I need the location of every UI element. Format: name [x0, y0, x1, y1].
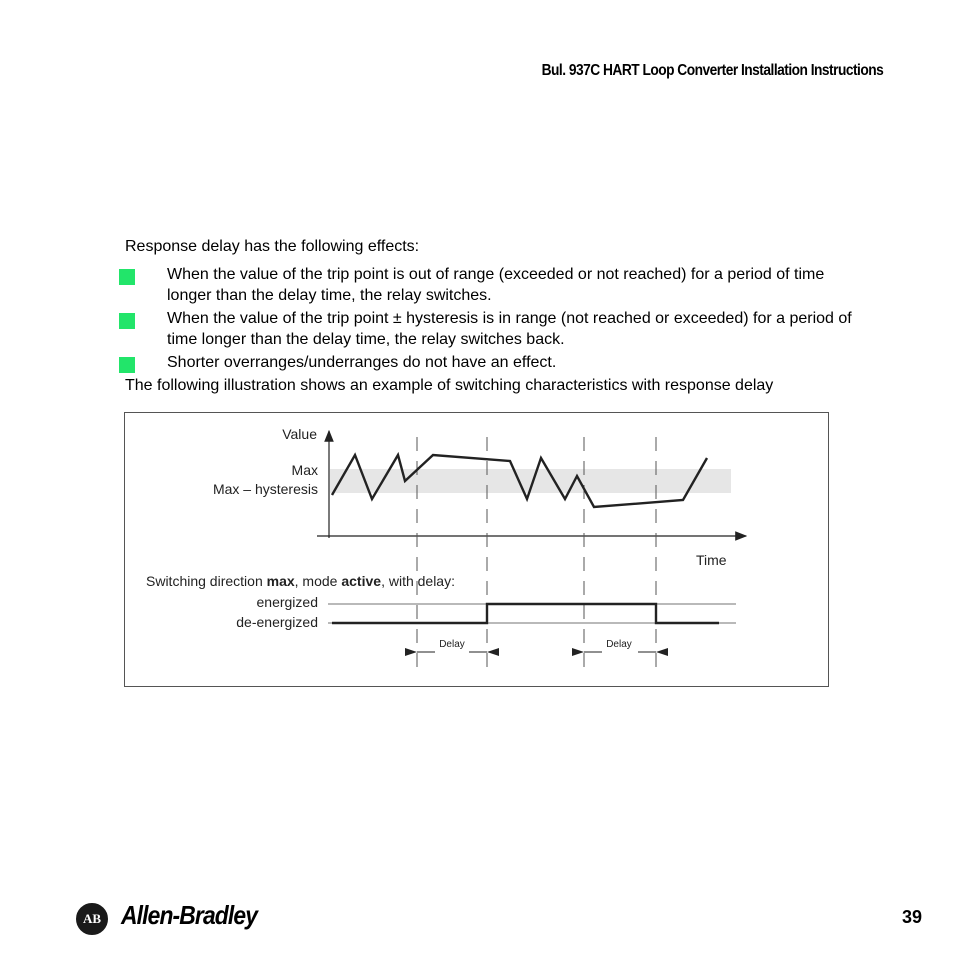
bullet-marker: [119, 269, 135, 285]
time-axis-label: Time: [696, 552, 727, 568]
allen-bradley-logo-icon: AB: [76, 903, 108, 935]
delay-label-2: Delay: [606, 639, 632, 650]
intro-text: Response delay has the following effects:: [125, 238, 420, 255]
max-label: Max: [291, 462, 318, 478]
page-number: 39: [901, 907, 922, 927]
switching-diagram: [125, 413, 830, 688]
energized-label: energized: [256, 594, 318, 610]
deenergized-label: de-energized: [236, 614, 318, 630]
delay-label-1: Delay: [439, 639, 465, 650]
switching-direction-caption: Switching direction max, mode active, with delay:: [146, 573, 455, 589]
bullet-text-2: When the value of the trip point ± hysteresis is in range (not reached or exceeded) for a period of time longer than the delay time, the relay switches back.: [167, 310, 852, 348]
max-hysteresis-label: Max – hysteresis: [212, 481, 318, 497]
bullet-text-3: Shorter overranges/underranges do not have an effect.: [167, 354, 557, 371]
illustration-caption: The following illustration shows an example of switching characteristics with response delay: [125, 377, 774, 394]
bullet-marker: [119, 313, 135, 329]
brand-name: Allen-Bradley: [121, 900, 258, 930]
document-header-title: Bul. 937C HART Loop Converter Installation Instructions: [541, 62, 883, 79]
figure-frame: [124, 412, 829, 687]
value-axis-label: Value: [282, 426, 317, 442]
bullet-text-1: When the value of the trip point is out of range (exceeded or not reached) for a period of time longer than the delay time, the relay switches.: [167, 266, 825, 304]
bullet-marker: [119, 357, 135, 373]
relay-signal: [332, 604, 719, 623]
